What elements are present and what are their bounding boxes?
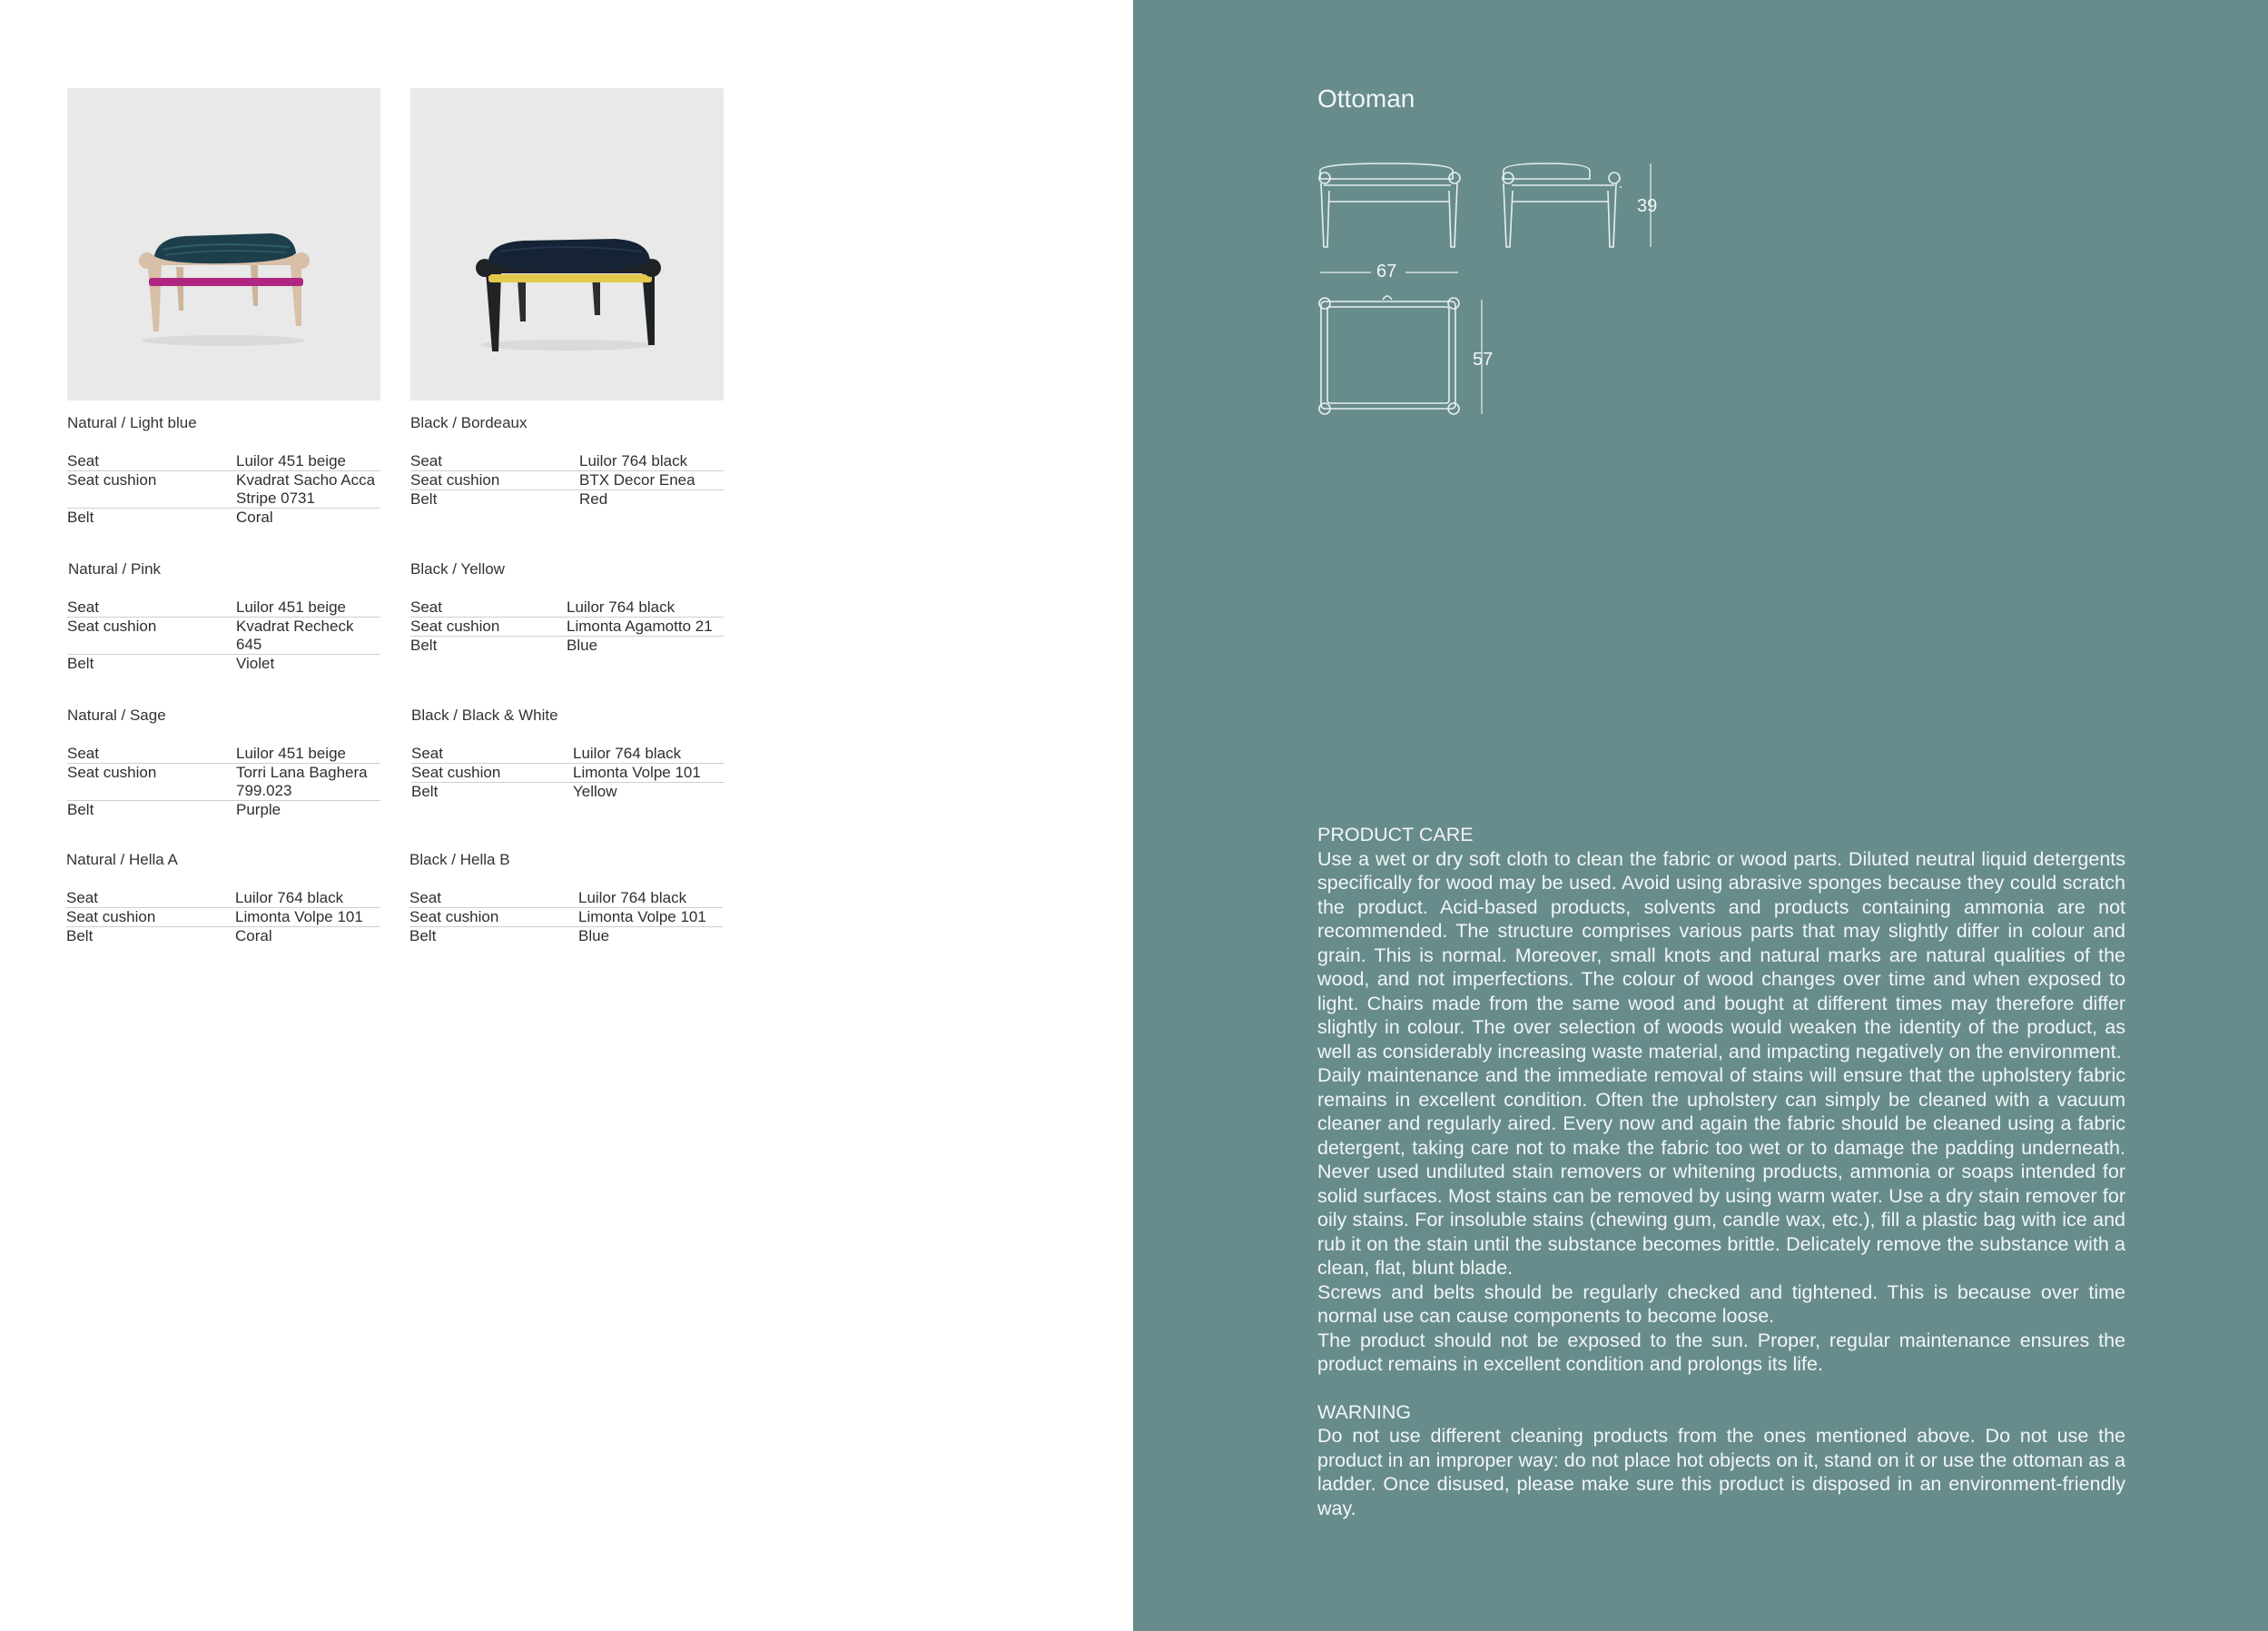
spec-value: Kvadrat Recheck 645 [236, 618, 354, 653]
spec-value: Luilor 764 black [573, 745, 682, 762]
variant-title: Natural / Pink [68, 560, 162, 578]
spec-table-black-hella-b [409, 889, 723, 945]
variant-title: Black / Black & White [411, 707, 558, 724]
spec-row [67, 471, 380, 509]
spec-row [66, 927, 380, 946]
variant-title: Natural / Light blue [67, 414, 197, 431]
spec-table-black-yellow [410, 598, 724, 655]
spec-row [410, 598, 724, 618]
spec-table-natural-sage [67, 745, 380, 819]
spec-row [67, 509, 380, 528]
spec-label: Seat cushion [67, 764, 157, 781]
spec-value: Luilor 451 beige [236, 745, 346, 762]
spec-value: Luilor 764 black [578, 889, 687, 906]
care-paragraph: The product should not be exposed to the sun. Proper, regular maintenance ensures the product remains in excellent condition and prolongs its life. [1317, 1329, 2125, 1375]
spec-value: Purple [236, 801, 281, 818]
spec-label: Seat [410, 598, 442, 616]
spec-value: Limonta Agamotto 21 [567, 618, 713, 635]
product-photo-black-bordeaux [410, 88, 724, 400]
spec-row [67, 598, 380, 618]
spec-label: Belt [67, 801, 94, 818]
variant-title: Black / Yellow [410, 560, 505, 578]
warning-text: Do not use different cleaning products from the ones mentioned above. Do not use the product in an improper way: do not place hot objects on it, stand on it or use the ottoman as a ladder. Once disused, please make sure this product is disposed in an environment-friendly way. [1317, 1425, 2125, 1519]
spec-row [411, 745, 725, 764]
spec-row [411, 764, 725, 783]
spec-table-natural-pink [67, 598, 380, 673]
dimension-width: 67 [1376, 262, 1397, 282]
spec-row [410, 490, 724, 509]
spec-value: Coral [236, 509, 273, 526]
spec-label: Belt [409, 927, 437, 944]
spec-value: Coral [235, 927, 272, 944]
spec-value: Luilor 764 black [235, 889, 344, 906]
spec-label: Belt [410, 490, 438, 508]
spec-value: Blue [578, 927, 610, 944]
product-title: Ottoman [1317, 84, 1415, 113]
left-page [0, 0, 1133, 1631]
spec-table-black-black-white [411, 745, 725, 801]
spec-value: Blue [567, 637, 598, 654]
variant-title: Natural / Sage [67, 707, 166, 724]
spec-table-black-bordeaux [410, 452, 724, 509]
spec-label: Seat [410, 452, 442, 470]
spec-table-natural-light-blue [67, 452, 380, 527]
spec-row [411, 783, 725, 802]
spec-row [410, 637, 724, 656]
spec-label: Belt [67, 655, 94, 672]
spec-row [409, 927, 723, 946]
spec-value: Kvadrat Sacho Acca Stripe 0731 [236, 471, 376, 507]
spec-row [66, 889, 380, 908]
product-photo-natural-light-blue [67, 88, 380, 400]
spec-label: Seat cushion [66, 908, 156, 925]
spec-row [67, 655, 380, 674]
product-care-section [1317, 823, 2125, 1520]
spec-value: Luilor 764 black [579, 452, 688, 470]
spec-label: Seat cushion [409, 908, 499, 925]
spec-label: Belt [410, 637, 438, 654]
spec-value: Luilor 451 beige [236, 598, 346, 616]
spec-label: Seat [66, 889, 98, 906]
spec-row [410, 471, 724, 490]
spec-value: Luilor 451 beige [236, 452, 346, 470]
spec-value: Red [579, 490, 608, 508]
spec-row [67, 801, 380, 820]
spec-label: Seat cushion [410, 471, 500, 489]
dimension-height: 39 [1637, 196, 1658, 216]
spec-label: Seat cushion [410, 618, 500, 635]
spec-value: Yellow [573, 783, 617, 800]
variant-title: Natural / Hella A [66, 851, 178, 868]
spec-value: BTX Decor Enea [579, 471, 695, 489]
spec-table-natural-hella-a [66, 889, 380, 945]
spec-value: Luilor 764 black [567, 598, 675, 616]
spec-row [67, 764, 380, 801]
spec-row [67, 745, 380, 764]
spec-label: Seat [409, 889, 441, 906]
spec-row [410, 452, 724, 471]
dimension-drawings [1133, 0, 2268, 454]
spec-label: Belt [411, 783, 439, 800]
spec-label: Seat cushion [67, 471, 157, 489]
ottoman-natural-illustration [67, 88, 380, 400]
side-view-drawing [1503, 163, 1622, 247]
spec-value: Limonta Volpe 101 [573, 764, 701, 781]
spec-value: Limonta Volpe 101 [235, 908, 363, 925]
top-view-drawing [1319, 296, 1459, 414]
spec-label: Seat [67, 598, 99, 616]
warning-heading: WARNING [1317, 1400, 1412, 1423]
spec-row [409, 889, 723, 908]
dimension-depth: 57 [1473, 350, 1494, 370]
spec-row [66, 908, 380, 927]
spec-value: Limonta Volpe 101 [578, 908, 706, 925]
care-paragraph: Use a wet or dry soft cloth to clean the fabric or wood parts. Diluted neutral liquid detergents specifically for wood may be used. Avoid using abrasive sponges because they could scratch the product. Acid-based products, solvents and products containing ammonia are not recommended. The structure comprises various parts that may slightly differ in colour and grain. This is normal. Moreover, small knots and natural marks are natural qualities of the wood, and not imperfections. The colour of wood changes over time and when exposed to light. Chairs made from the same wood and bought at different times may therefore differ slightly in colour. The over selection of woods would weaken the identity of the product, as well as considerably increasing waste material, and impacting negatively on the environment. [1317, 847, 2125, 1063]
variant-title: Black / Bordeaux [410, 414, 528, 431]
spec-label: Seat [67, 452, 99, 470]
spec-label: Seat [67, 745, 99, 762]
spec-label: Seat cushion [67, 618, 157, 635]
spec-value: Torri Lana Baghera 799.023 [236, 764, 368, 799]
spec-label: Seat cushion [411, 764, 501, 781]
spec-label: Belt [66, 927, 94, 944]
spec-row [409, 908, 723, 927]
spec-row [67, 452, 380, 471]
front-view-drawing [1319, 163, 1460, 247]
care-paragraph: Daily maintenance and the immediate removal of stains will ensure that the upholstery fabric remains in excellent condition. Often the upholstery can simply be cleaned with a vacuum cleaner and regularly aired. Every now and again the fabric should be cleaned using a fabric detergent, taking care not to make the fabric too wet or to damage the padding underneath. Never used undiluted stain removers or whitening products, ammonia or soaps intended for solid surfaces. Most stains can be removed by using warm water. Use a dry stain remover for oily stains. For insoluble stains (chewing gum, candle wax, etc.), fill a plastic bag with ice and rub it on the stain until the substance becomes brittle. Delicately remove the substance with a clean, flat, blunt blade. [1317, 1064, 2125, 1279]
right-page [1133, 0, 2268, 1631]
ottoman-black-illustration [410, 88, 724, 400]
care-paragraph: Screws and belts should be regularly checked and tightened. This is because over time normal use can cause components to become loose. [1317, 1280, 2125, 1327]
variant-title: Black / Hella B [409, 851, 510, 868]
spec-label: Belt [67, 509, 94, 526]
product-care-heading: PRODUCT CARE [1317, 824, 1474, 845]
spec-label: Seat [411, 745, 443, 762]
spec-row [67, 618, 380, 655]
spec-row [410, 618, 724, 637]
spec-value: Violet [236, 655, 275, 672]
